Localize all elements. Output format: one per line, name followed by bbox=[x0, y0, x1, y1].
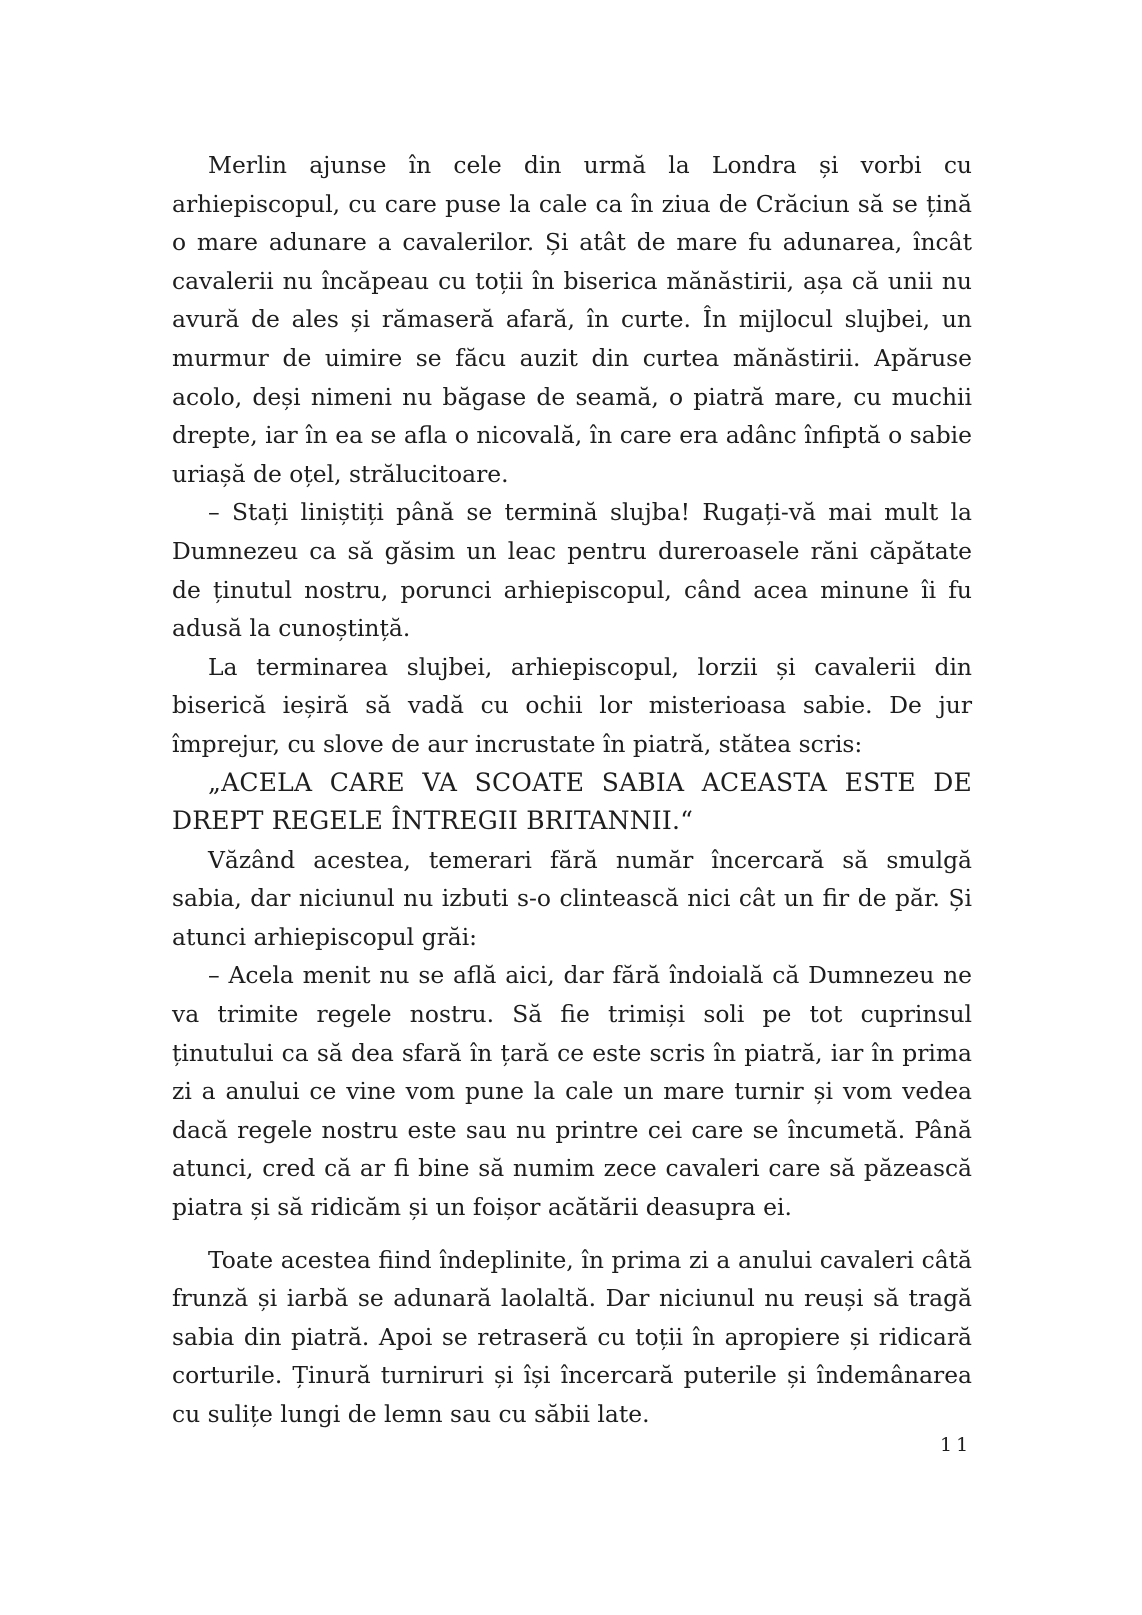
paragraph-end-of-service: La terminarea slujbei, arhiepiscopul, lorzii și cavalerii din biserică ieșiră să vadă cu ochii lor misterioasa sabie. De jur împrejur, cu slove de aur incrustate în piatră, stătea scris: bbox=[172, 652, 972, 758]
sword-inscription: „ACELA CARE VA SCOATE SABIA ACEASTA ESTE DE DREPT REGELE ÎNTREGII BRITANNII.“ bbox=[172, 767, 972, 836]
paragraph-archbishop-speech: – Acela menit nu se află aici, dar fără îndoială că Dumnezeu ne va trimite regele nostru. Să fie trimiși soli pe tot cuprinsul ținutului ca să dea sfară în țară ce este scris în piatră, iar în prima zi a anului ce vine vom pune la cale un mare turnir și vom vedea dacă regele nostru este sau nu printre cei care se încumetă. Până atunci, cred că ar fi bine să numim zece cavaleri care să păzească piatra și să ridicăm și un foișor acătării deasupra ei. bbox=[172, 961, 972, 1222]
page-number: 11 bbox=[940, 1434, 973, 1456]
paragraph-tournament: Toate acestea fiind îndeplinite, în prima zi a anului cavaleri câtă frunză și iarbă se adunară laolaltă. Dar niciunul nu reuși să tragă sabia din piatră. Apoi se retraseră cu toții în apropiere și ridicară corturile. Ținură turniruri și își încercară puterile și îndemânarea cu sulițe lungi de lemn sau cu săbii late. bbox=[172, 1245, 972, 1428]
paragraph-merlin-london: Merlin ajunse în cele din urmă la Londra și vorbi cu arhiepiscopul, cu care puse la cale ca în ziua de Crăciun să se țină o mare adunare a cavalerilor. Și atât de mare fu adunarea, încât cavalerii nu încăpeau cu toții în biserica mănăstirii, așa că unii nu avură de ales și rămaseră afară, în curte. În mijlocul slujbei, un murmur de uimire se făcu auzit din curtea mănăstirii. Apăruse acolo, deși nimeni nu băgase de seamă, o piatră mare, cu muchii drepte, iar în ea se afla o nicovală, în care era adânc înfiptă o sabie uriașă de oțel, strălucitoare. bbox=[172, 151, 972, 488]
paragraph-archbishop-order: – Stați liniștiți până se termină slujba! Rugați-vă mai mult la Dumnezeu ca să găsim un leac pentru dureroasele răni căpătate de ținutul nostru, porunci arhiepiscopul, când acea minune îi fu adusă la cunoștință. bbox=[172, 498, 972, 643]
body-text bbox=[172, 146, 972, 1434]
paragraph-attempts: Văzând acestea, temerari fără număr încercară să smulgă sabia, dar niciunul nu izbuti s-o clintească nici cât un fir de păr. Și atunci arhiepiscopul grăi: bbox=[172, 845, 972, 951]
